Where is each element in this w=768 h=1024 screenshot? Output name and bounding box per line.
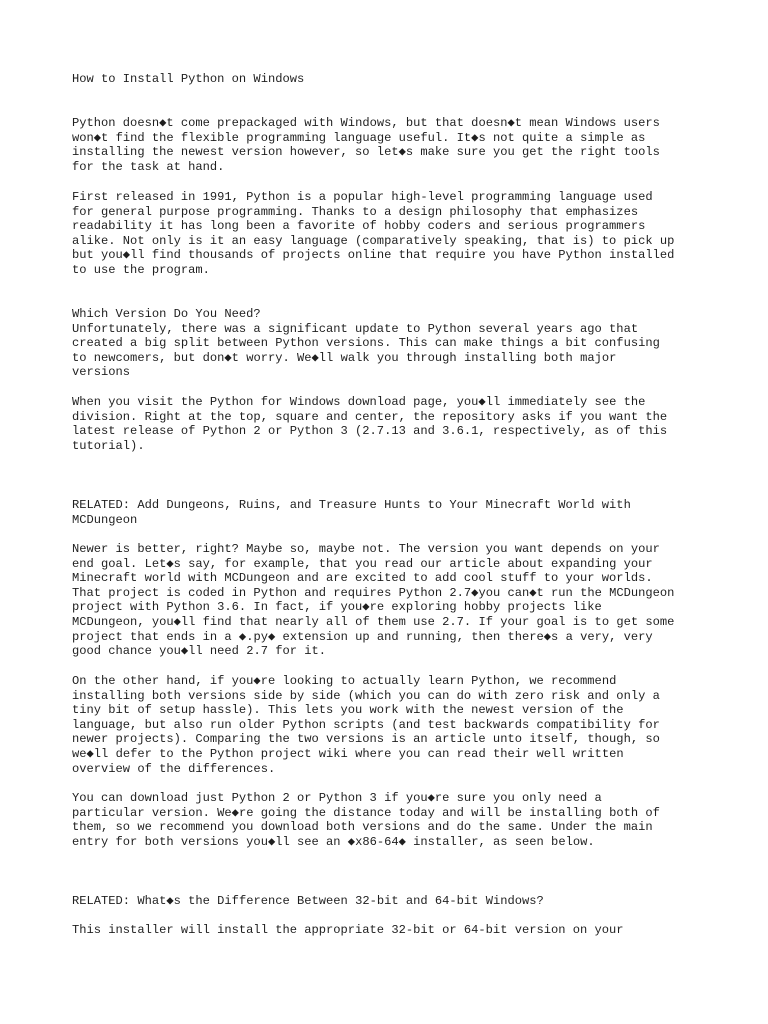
paragraph-newer-is-better: Newer is better, right? Maybe so, maybe not. The version you want depends on your end goal. Let◆s say, for example, that you read our article about expanding your Minecraft world with MCDungeon and are excited to add cool stuff to your worlds. That project is coded in Python and requires Python 2.7◆you can◆t run the MCDungeon project with Python 3.6. In fact, if you◆re exploring hobby projects like MCDungeon, you◆ll find that nearly all of them use 2.7. If your goal is to get some project that ends in a ◆.py◆ extension up and running, then there◆s a very, very good chance you◆ll need 2.7 for it. bbox=[72, 542, 675, 659]
paragraph-other-hand: On the other hand, if you◆re looking to actually learn Python, we recommend installing both versions side by side (which you can do with zero risk and only a tiny bit of setup hassle). This lets you work with the newest version of the language, but also run older Python scripts (and test backwards compatibility for newer projects). Comparing the two versions is an article unto itself, though, so we◆ll defer to the Python project wiki where you can read their well written overview of the differences. bbox=[72, 674, 660, 776]
paragraph-download-versions: You can download just Python 2 or Python 3 if you◆re sure you only need a particular version. We◆re going the distance today and will be installing both of them, so we recommend you download both versions and do the same. Under the main entry for both versions you◆ll see an ◆x86-64◆ installer, as seen below. bbox=[72, 791, 660, 849]
related-link-32-64-bit: RELATED: What◆s the Difference Between 32-bit and 64-bit Windows? bbox=[72, 894, 544, 908]
paragraph-intro-2: First released in 1991, Python is a popular high-level programming language used for general purpose programming. Thanks to a design philosophy that emphasizes readability it has long been a favorite of hobby coders and serious programmers alike. Not only is it an easy language (comparatively speaking, that is) to pick up but you◆ll find thousands of projects online that require you have Python installed to use the program. bbox=[72, 190, 675, 277]
paragraph-installer: This installer will install the appropriate 32-bit or 64-bit version on your bbox=[72, 923, 624, 937]
document-title: How to Install Python on Windows bbox=[72, 72, 305, 86]
paragraph-intro-1: Python doesn◆t come prepackaged with Windows, but that doesn◆t mean Windows users won◆t find the flexible programming language useful. It◆s not quite a simple as installing the newest version however, so let◆s make sure you get the right tools for the task at hand. bbox=[72, 116, 660, 174]
paragraph-download-page: When you visit the Python for Windows download page, you◆ll immediately see the division. Right at the top, square and center, the repository asks if you want the latest release of Python 2 or Python 3 (2.7.13 and 3.6.1, respectively, as of this tutorial). bbox=[72, 395, 668, 453]
section-which-version: Which Version Do You Need? Unfortunately, there was a significant update to Python several years ago that created a big split between Python versions. This can make things a bit confusing to newcomers, but don◆t worry. We◆ll walk you through installing both major versions bbox=[72, 307, 660, 380]
related-link-mcdungeon: RELATED: Add Dungeons, Ruins, and Treasure Hunts to Your Minecraft World with MCDungeon bbox=[72, 498, 631, 527]
